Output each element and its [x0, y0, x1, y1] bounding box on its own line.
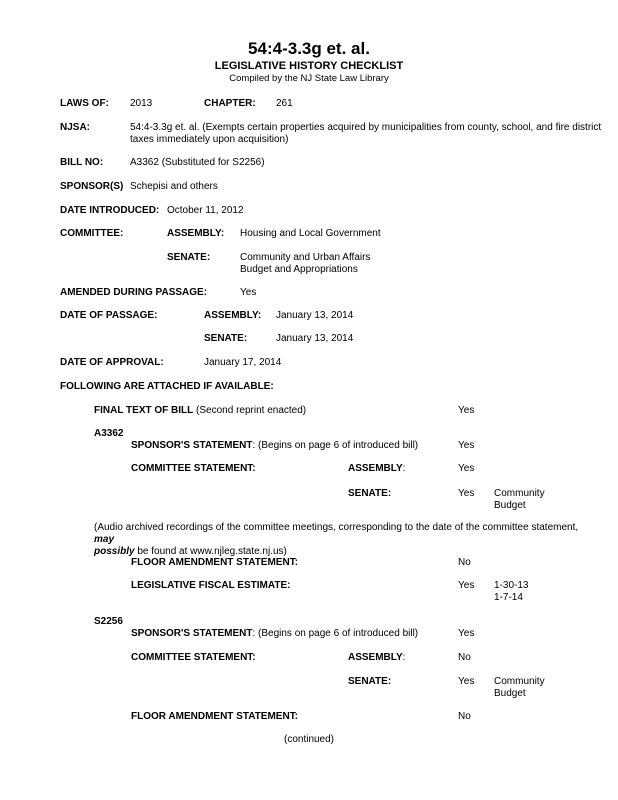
date-introduced-value: October 11, 2012 [167, 205, 244, 216]
amended-value: Yes [240, 287, 257, 298]
njsa-text-line2: taxes immediately upon acquisition) [130, 134, 289, 145]
final-text-value: Yes [458, 405, 475, 416]
amended-label: AMENDED DURING PASSAGE: [60, 287, 208, 298]
audio-note-possibly: possibly [94, 546, 135, 557]
sponsors-label: SPONSOR(S) [60, 181, 124, 192]
chapter-label: CHAPTER: [204, 98, 256, 109]
s2256-sponsor-stmt-value: Yes [458, 628, 475, 639]
final-text-note: (Second reprint enacted) [193, 405, 307, 416]
bill-no-label: BILL NO: [60, 157, 104, 168]
attached-heading: FOLLOWING ARE ATTACHED IF AVAILABLE: [60, 381, 274, 392]
a3362-fiscal-date-2: 1-7-14 [494, 592, 523, 603]
page-subtitle: LEGISLATIVE HISTORY CHECKLIST [214, 60, 404, 72]
s2256-assembly-label: ASSEMBLY [348, 652, 403, 663]
page-title: 54:4-3.3g et. al. [248, 39, 370, 58]
a3362-assembly-value: Yes [458, 463, 475, 474]
continued-note: (continued) [283, 734, 335, 745]
approval-value: January 17, 2014 [204, 357, 282, 368]
s2256-floor-value: No [458, 711, 471, 722]
audio-note-post: be found at www.njleg.state.nj.us) [134, 546, 287, 557]
final-text-label: FINAL TEXT OF BILL [94, 405, 194, 416]
s2256-senate-note-1: Community [494, 676, 545, 687]
a3362-assembly-row [348, 463, 405, 475]
a3362-senate-value: Yes [458, 488, 475, 499]
passage-senate-label: SENATE: [204, 333, 248, 344]
s2256-sponsor-stmt-label: SPONSOR'S STATEMENT [131, 628, 253, 639]
s2256-assembly-colon: : [402, 652, 406, 663]
passage-assembly-value: January 13, 2014 [276, 310, 354, 321]
s2256-assembly-row [348, 652, 405, 664]
approval-label: DATE OF APPROVAL: [60, 357, 164, 368]
sponsors-value: Schepisi and others [130, 181, 218, 192]
a3362-senate-note-2: Budget [494, 500, 526, 511]
passage-assembly-label: ASSEMBLY: [204, 310, 262, 321]
s2256-bill-label: S2256 [94, 616, 123, 627]
njsa-text-line1: 54:4-3.3g et. al. (Exempts certain properties acquired by municipalities from county, school, and fire district [130, 122, 602, 133]
chapter-value: 261 [276, 98, 293, 109]
a3362-fiscal-value: Yes [458, 580, 475, 591]
s2256-senate-label: SENATE: [348, 676, 392, 687]
a3362-assembly-colon: : [402, 463, 406, 474]
passage-label: DATE OF PASSAGE: [60, 310, 158, 321]
audio-note-pre: (Audio archived recordings of the committee meetings, corresponding to the date of the committee statement, [94, 522, 579, 533]
a3362-sponsor-stmt-label: SPONSOR'S STATEMENT [131, 440, 253, 451]
committee-senate-label: SENATE: [167, 252, 211, 263]
a3362-fiscal-label: LEGISLATIVE FISCAL ESTIMATE: [131, 580, 291, 591]
a3362-sponsor-stmt-value: Yes [458, 440, 475, 451]
committee-assembly-value: Housing and Local Government [240, 228, 381, 239]
a3362-bill-label: A3362 [94, 428, 124, 439]
a3362-sponsor-stmt-row [131, 440, 418, 452]
a3362-assembly-label: ASSEMBLY [348, 463, 403, 474]
committee-senate-value-1: Community and Urban Affairs [240, 252, 371, 263]
a3362-committee-stmt-label: COMMITTEE STATEMENT: [131, 463, 256, 474]
compiled-by: Compiled by the NJ State Law Library [229, 73, 389, 84]
committee-assembly-label: ASSEMBLY: [167, 228, 225, 239]
a3362-floor-label: FLOOR AMENDMENT STATEMENT: [131, 557, 299, 568]
a3362-sponsor-stmt-note: : (Begins on page 6 of introduced bill) [252, 440, 419, 451]
a3362-senate-note-1: Community [494, 488, 545, 499]
laws-of-label: LAWS OF: [60, 98, 109, 109]
final-text-row [94, 405, 306, 417]
laws-of-value: 2013 [130, 98, 153, 109]
audio-note-may: may [94, 534, 115, 545]
s2256-senate-note-2: Budget [494, 688, 526, 699]
s2256-floor-label: FLOOR AMENDMENT STATEMENT: [131, 711, 299, 722]
bill-no-value: A3362 (Substituted for S2256) [130, 157, 265, 168]
a3362-fiscal-date-1: 1-30-13 [494, 580, 529, 591]
njsa-label: NJSA: [60, 122, 91, 133]
a3362-senate-label: SENATE: [348, 488, 392, 499]
a3362-floor-value: No [458, 557, 471, 568]
committee-senate-value-2: Budget and Appropriations [240, 264, 358, 275]
passage-senate-value: January 13, 2014 [276, 333, 354, 344]
s2256-committee-stmt-label: COMMITTEE STATEMENT: [131, 652, 256, 663]
audio-note [94, 522, 594, 558]
s2256-sponsor-stmt-note: : (Begins on page 6 of introduced bill) [252, 628, 419, 639]
s2256-assembly-value: No [458, 652, 471, 663]
committee-label: COMMITTEE: [60, 228, 124, 239]
s2256-senate-value: Yes [458, 676, 475, 687]
date-introduced-label: DATE INTRODUCED: [60, 205, 160, 216]
s2256-sponsor-stmt-row [131, 628, 418, 640]
